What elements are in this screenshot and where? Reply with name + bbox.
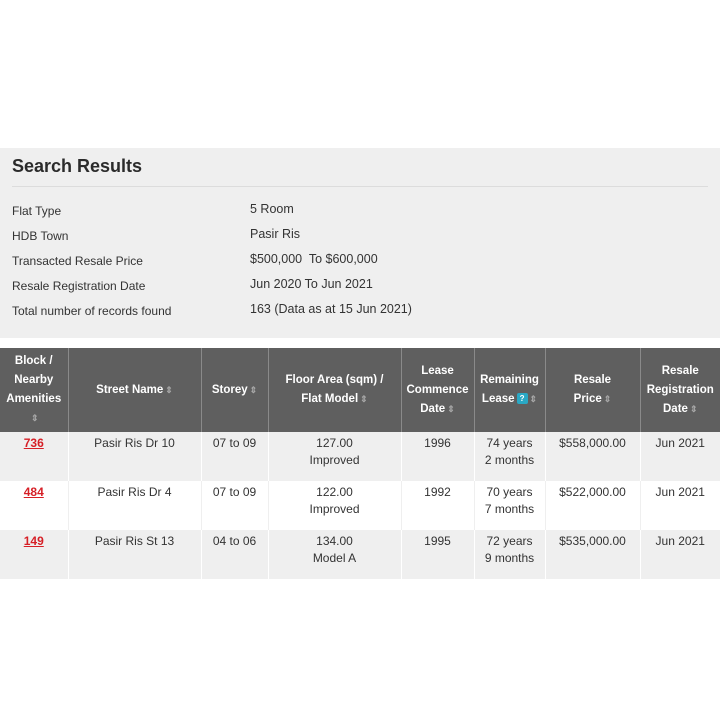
cell-floor-area (268, 530, 401, 579)
summary-value: Jun 2020 To Jun 2021 (250, 277, 373, 291)
header-label: Storey (211, 383, 248, 396)
sort-icon[interactable]: ⇕ (529, 394, 538, 404)
summary-label: Resale Registration Date (12, 279, 146, 293)
floor-area: 127.00 (316, 436, 353, 450)
cell-block (0, 481, 68, 530)
sort-icon[interactable]: ⇕ (165, 384, 173, 395)
header-label: Flat Model (301, 393, 359, 405)
page-title: Search Results (12, 156, 143, 176)
cell-storey: 04 to 06 (201, 530, 268, 579)
remaining-years: 70 years (486, 485, 533, 499)
cell-floor-area (268, 481, 401, 530)
block-link[interactable]: 736 (23, 436, 44, 450)
header-label: Lease (481, 393, 515, 405)
cell-registration-date: Jun 2021 (640, 530, 720, 579)
block-link[interactable]: 149 (23, 534, 44, 548)
header-label: Resale (573, 374, 612, 386)
cell-block (0, 530, 68, 579)
sort-icon[interactable]: ⇕ (360, 394, 368, 404)
header-label: Date (663, 402, 688, 415)
summary-divider (12, 186, 708, 187)
flat-model: Improved (309, 453, 360, 467)
cell-storey: 07 to 09 (201, 481, 268, 530)
column-header-block[interactable] (0, 348, 68, 432)
cell-resale-price: $558,000.00 (545, 432, 640, 481)
help-icon[interactable]: ? (517, 393, 528, 404)
cell-registration-date: Jun 2021 (640, 481, 720, 530)
remaining-years: 74 years (486, 436, 533, 450)
column-header-storey[interactable] (201, 348, 268, 432)
results-table (0, 348, 720, 579)
search-summary-panel (0, 148, 720, 338)
sort-icon[interactable]: ⇕ (447, 403, 455, 414)
cell-resale-price: $522,000.00 (545, 481, 640, 530)
remaining-months: 2 months (484, 453, 535, 467)
cell-remaining-lease (474, 530, 545, 579)
summary-value: $500,000 To $600,000 (250, 252, 378, 266)
sort-icon[interactable]: ⇕ (249, 384, 258, 395)
column-header-resale-price[interactable] (545, 348, 640, 432)
header-label: Date (420, 402, 446, 415)
cell-street: Pasir Ris St 13 (68, 530, 201, 579)
cell-block (0, 432, 68, 481)
cell-resale-price: $535,000.00 (545, 530, 640, 579)
cell-remaining-lease (474, 481, 545, 530)
cell-remaining-lease (474, 432, 545, 481)
header-label: Price (573, 393, 602, 405)
cell-lease-date: 1992 (401, 481, 474, 530)
summary-label: HDB Town (12, 229, 69, 243)
column-header-registration-date[interactable] (640, 348, 720, 432)
header-label: Remaining (480, 374, 539, 386)
summary-label: Transacted Resale Price (12, 254, 143, 268)
header-label: Floor Area (sqm) / (285, 374, 384, 386)
header-label: Amenities (6, 393, 62, 405)
table-header-row (0, 348, 720, 432)
cell-street: Pasir Ris Dr 10 (68, 432, 201, 481)
remaining-months: 7 months (484, 502, 535, 516)
column-header-street-name[interactable] (68, 348, 201, 432)
table-row (0, 432, 720, 481)
cell-street: Pasir Ris Dr 4 (68, 481, 201, 530)
cell-storey: 07 to 09 (201, 432, 268, 481)
flat-model: Improved (309, 502, 360, 516)
table-row (0, 530, 720, 579)
flat-model: Model A (312, 551, 357, 565)
floor-area: 134.00 (316, 534, 353, 548)
sort-icon[interactable]: ⇕ (603, 394, 612, 404)
summary-value: Pasir Ris (250, 227, 301, 241)
remaining-months: 9 months (484, 551, 535, 565)
floor-area: 122.00 (316, 485, 353, 499)
summary-value: 5 Room (250, 202, 294, 216)
sort-icon[interactable]: ⇕ (689, 403, 698, 414)
column-header-floor-area[interactable] (268, 348, 401, 432)
header-label: Block / (14, 355, 53, 367)
header-label: Street Name (96, 383, 164, 396)
summary-value: 163 (Data as at 15 Jun 2021) (250, 302, 412, 316)
header-label: Lease (421, 364, 454, 377)
sort-icon[interactable]: ⇕ (30, 413, 39, 423)
header-label: Nearby (14, 374, 54, 386)
block-link[interactable]: 484 (23, 485, 44, 499)
header-label: Registration (646, 383, 714, 396)
column-header-lease-commence[interactable] (401, 348, 474, 432)
remaining-years: 72 years (486, 534, 533, 548)
header-label: Commence (406, 383, 469, 396)
header-label: Resale (661, 364, 699, 377)
summary-label: Flat Type (12, 204, 62, 218)
cell-lease-date: 1996 (401, 432, 474, 481)
cell-lease-date: 1995 (401, 530, 474, 579)
column-header-remaining-lease[interactable] (474, 348, 545, 432)
table-row (0, 481, 720, 530)
cell-floor-area (268, 432, 401, 481)
cell-registration-date: Jun 2021 (640, 432, 720, 481)
summary-label: Total number of records found (12, 304, 172, 318)
